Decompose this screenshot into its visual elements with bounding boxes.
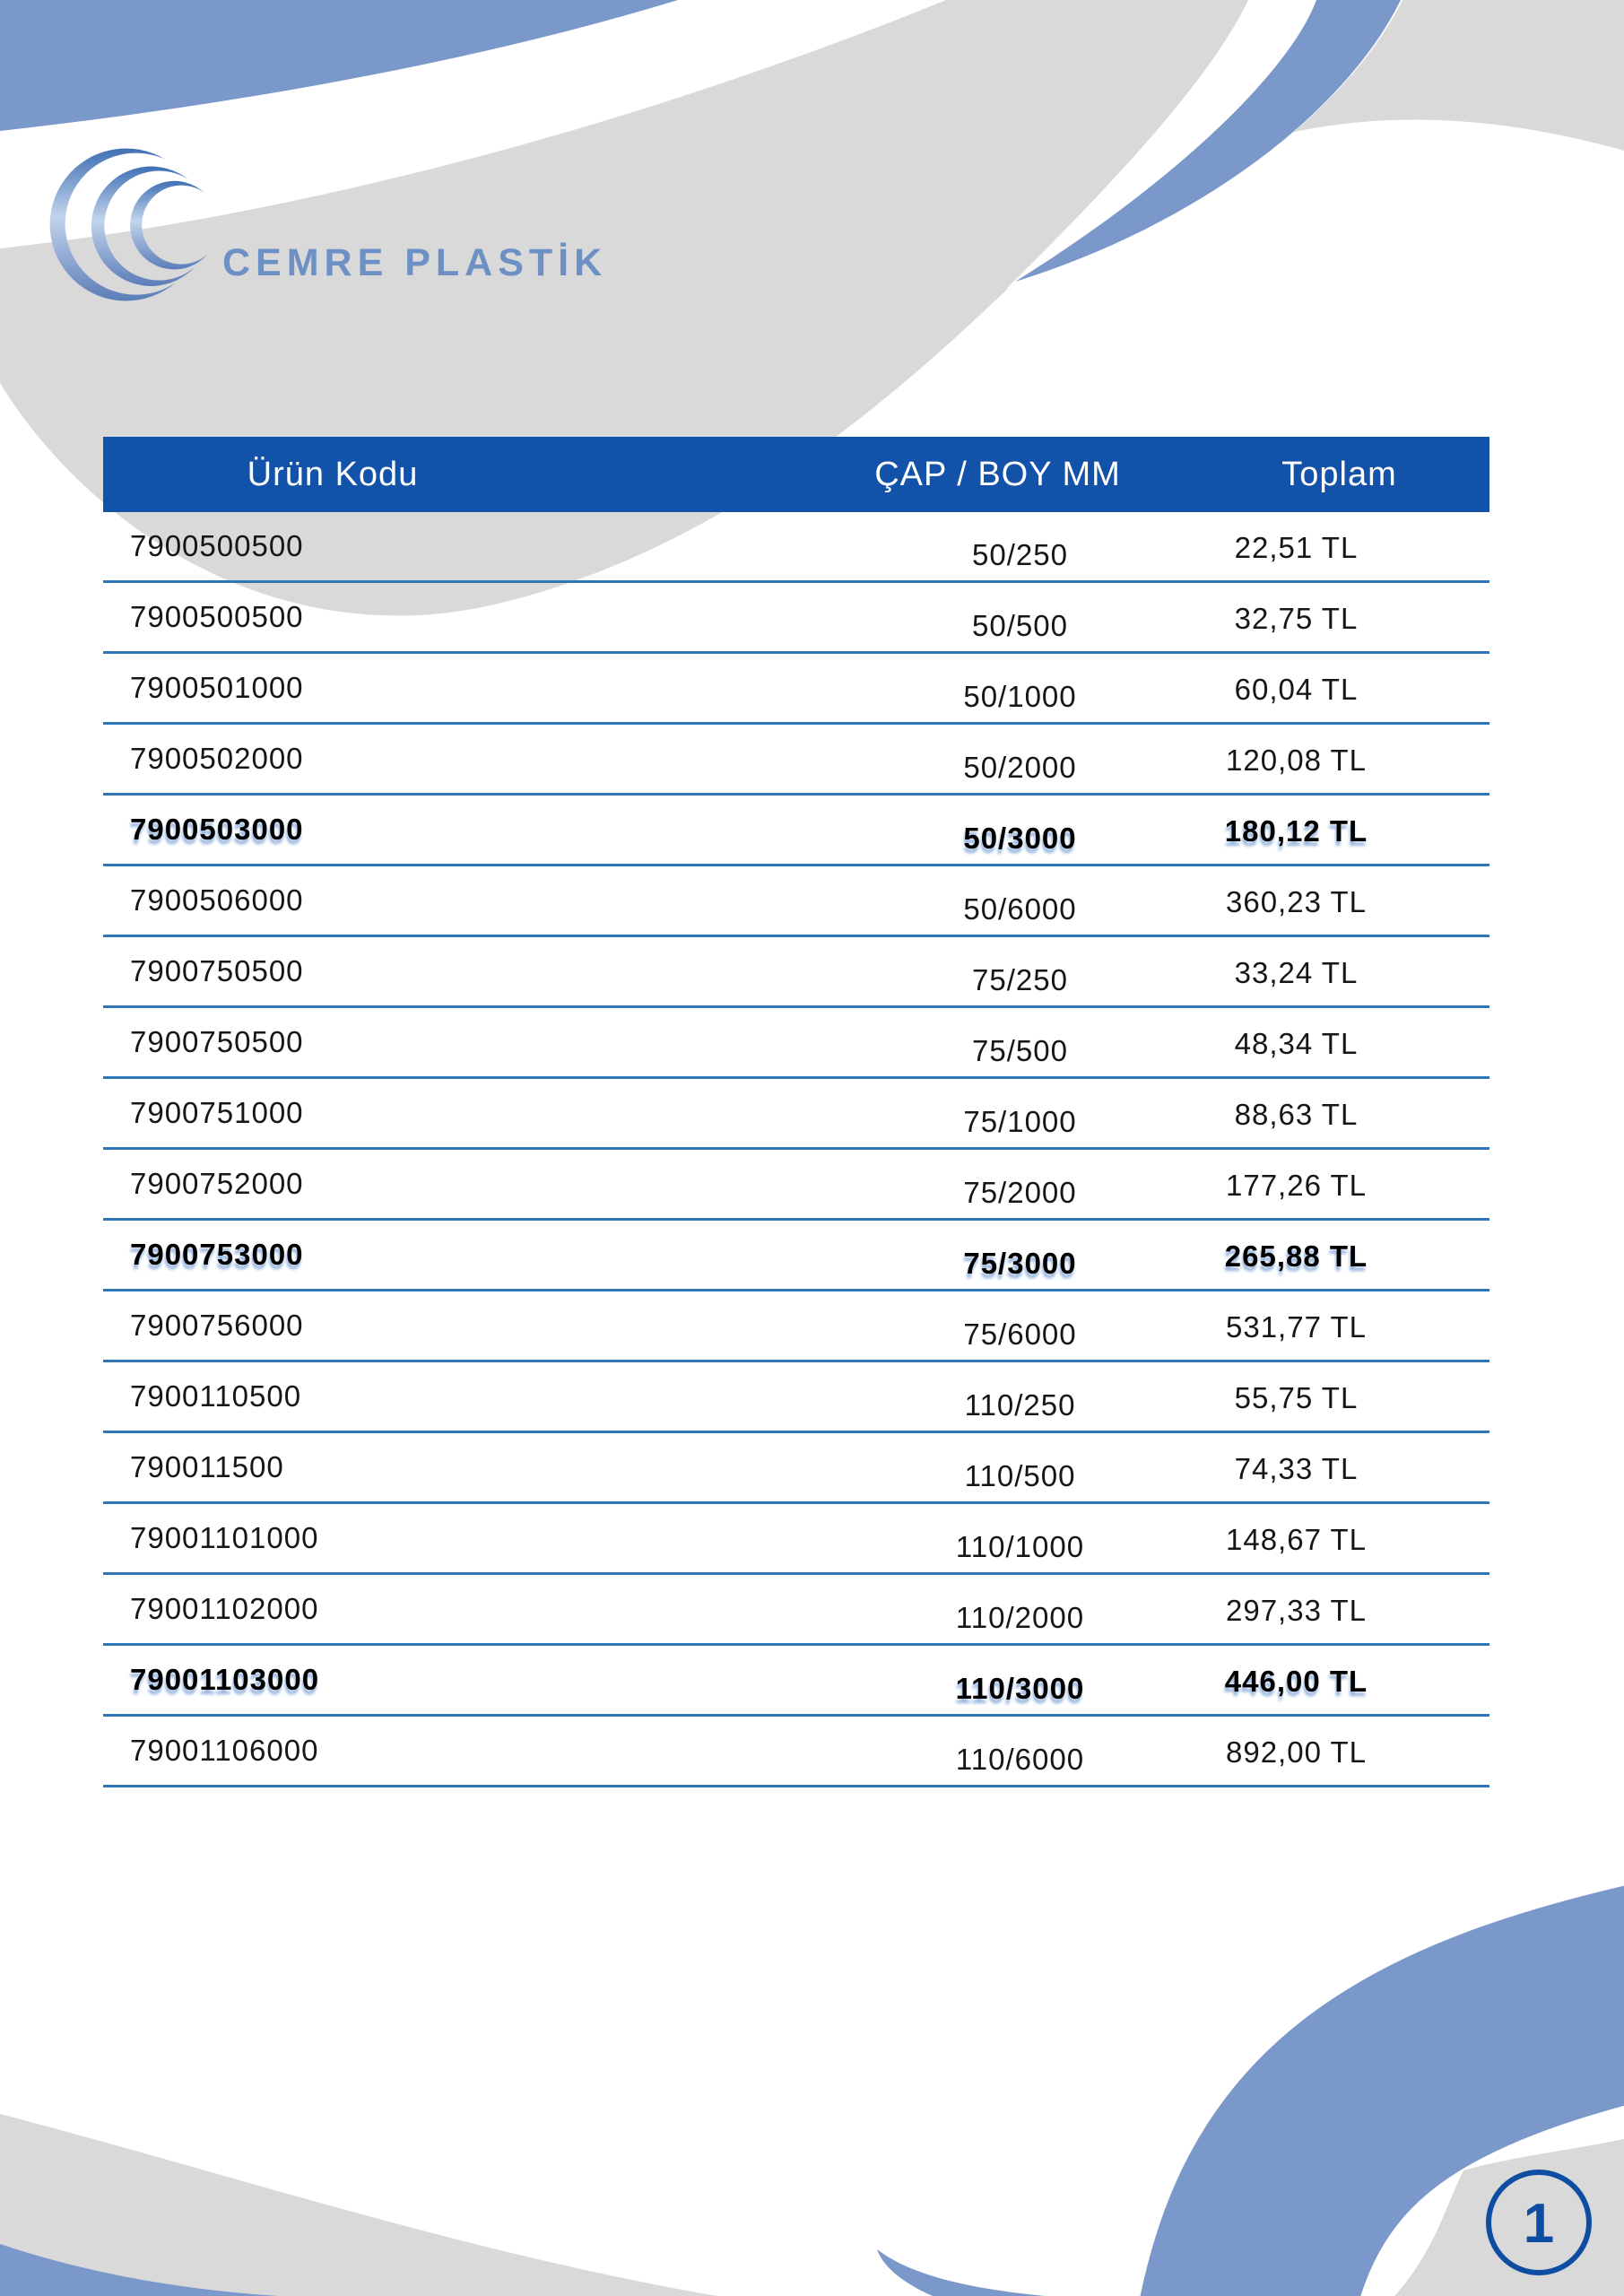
table-header-row — [103, 437, 1489, 512]
cell-size: 75/250 — [972, 963, 1068, 996]
cell-size: 50/250 — [972, 538, 1068, 571]
cell-product-code: 7900751000 — [130, 1096, 304, 1129]
cell-total: 892,00 TL — [1225, 1735, 1368, 1769]
cell-total: 88,63 TL — [1234, 1098, 1359, 1131]
cell-total: 74,33 TL — [1234, 1452, 1359, 1485]
cell-product-code: 7900506000 — [130, 883, 304, 917]
cell-total: 265,88 TL — [1224, 1239, 1368, 1273]
cell-size: 50/6000 — [963, 892, 1077, 926]
cell-size: 110/3000 — [955, 1672, 1085, 1705]
cell-size: 75/500 — [972, 1034, 1068, 1067]
cell-product-code: 79001102000 — [130, 1592, 319, 1625]
table-row — [103, 1079, 1489, 1150]
cell-size: 50/2000 — [963, 751, 1077, 784]
cell-size: 110/6000 — [955, 1743, 1085, 1776]
cell-total: 120,08 TL — [1225, 744, 1368, 777]
cell-total: 33,24 TL — [1234, 956, 1359, 989]
cell-total: 297,33 TL — [1225, 1594, 1368, 1627]
cell-total: 446,00 TL — [1224, 1665, 1368, 1698]
table-row — [103, 1362, 1489, 1433]
cell-product-code: 7900500500 — [130, 529, 304, 562]
table-row — [103, 937, 1489, 1008]
table-row — [103, 725, 1489, 796]
header-product-code: Ürün Kodu — [247, 456, 419, 493]
cell-size: 110/250 — [964, 1388, 1076, 1422]
table-row — [103, 1150, 1489, 1221]
cell-product-code: 7900110500 — [130, 1379, 302, 1413]
page-number: 1 — [1523, 2193, 1555, 2255]
cell-product-code: 7900500500 — [130, 600, 304, 633]
cell-product-code: 7900756000 — [130, 1309, 304, 1342]
cell-size: 50/500 — [972, 609, 1068, 642]
table-row — [103, 866, 1489, 937]
cell-product-code: 7900503000 — [130, 813, 304, 846]
table-row — [103, 796, 1489, 866]
cell-size: 75/2000 — [963, 1176, 1077, 1209]
company-logo-text: CEMRE PLASTİK — [222, 241, 608, 284]
header-size: ÇAP / BOY MM — [874, 456, 1121, 493]
table-body — [103, 512, 1489, 1787]
table-row — [103, 1008, 1489, 1079]
cell-total: 55,75 TL — [1234, 1381, 1359, 1414]
cell-total: 360,23 TL — [1225, 885, 1368, 918]
cell-product-code: 7900501000 — [130, 671, 304, 704]
cell-total: 32,75 TL — [1234, 602, 1359, 635]
header-total: Toplam — [1281, 456, 1397, 493]
cell-total: 531,77 TL — [1225, 1310, 1368, 1344]
cell-size: 75/6000 — [963, 1318, 1077, 1351]
cell-size: 75/1000 — [963, 1105, 1077, 1138]
cell-size: 75/3000 — [963, 1247, 1077, 1280]
blue-spike-shape — [877, 2249, 1045, 2296]
cell-product-code: 79001106000 — [130, 1734, 319, 1767]
table-row — [103, 583, 1489, 654]
blue-corner-shape — [0, 0, 678, 131]
cell-total: 22,51 TL — [1234, 531, 1359, 564]
table-row — [103, 1433, 1489, 1504]
cell-total: 148,67 TL — [1225, 1523, 1368, 1556]
table-row — [103, 1504, 1489, 1575]
footer-decoration — [0, 1830, 1624, 2296]
table-row — [103, 512, 1489, 583]
cell-total: 48,34 TL — [1234, 1027, 1359, 1060]
table-row — [103, 1575, 1489, 1646]
cell-size: 110/2000 — [955, 1601, 1085, 1634]
cell-size: 110/500 — [964, 1459, 1076, 1492]
cell-total: 180,12 TL — [1224, 814, 1368, 848]
table-row — [103, 654, 1489, 725]
cell-size: 50/3000 — [963, 822, 1077, 855]
cell-product-code: 7900502000 — [130, 742, 304, 775]
cell-product-code: 7900753000 — [130, 1238, 304, 1271]
table-row — [103, 1646, 1489, 1717]
cell-size: 50/1000 — [963, 680, 1077, 713]
cell-product-code: 7900752000 — [130, 1167, 304, 1200]
price-table — [103, 437, 1489, 1787]
cell-total: 60,04 TL — [1234, 673, 1359, 706]
table-row — [103, 1717, 1489, 1787]
cell-product-code: 79001103000 — [130, 1663, 320, 1696]
cell-product-code: 7900750500 — [130, 954, 304, 987]
cell-size: 110/1000 — [955, 1530, 1085, 1563]
cell-product-code: 79001101000 — [130, 1521, 319, 1554]
cell-product-code: 790011500 — [130, 1450, 284, 1483]
cell-total: 177,26 TL — [1225, 1169, 1368, 1202]
table-row — [103, 1221, 1489, 1292]
cell-product-code: 7900750500 — [130, 1025, 304, 1058]
gray-band-bottom-left-shape — [0, 2114, 717, 2296]
table-row — [103, 1292, 1489, 1362]
